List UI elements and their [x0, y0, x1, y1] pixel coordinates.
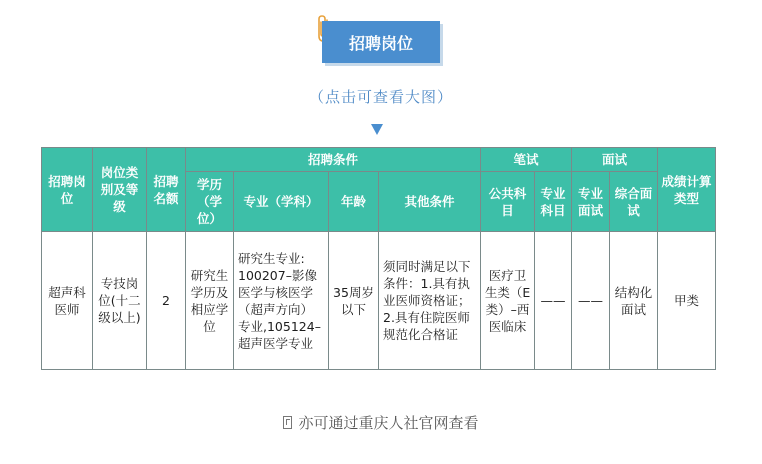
header-interview: 面试 — [572, 148, 658, 172]
down-arrow-icon — [371, 124, 383, 135]
document-icon — [283, 416, 292, 429]
header-written: 笔试 — [481, 148, 572, 172]
header-major-interview: 专业面试 — [572, 172, 610, 232]
cell-position: 超声科医师 — [42, 232, 93, 370]
header-other: 其他条件 — [379, 172, 481, 232]
cell-major-interview: —— — [572, 232, 610, 370]
cell-major: 研究生专业: 100207–影像医学与核医学（超声方向）专业,105124–超声医学专业 — [234, 232, 329, 370]
header-score-type: 成绩计算类型 — [658, 148, 716, 232]
cell-major-subject: —— — [535, 232, 572, 370]
section-title-label: 招聘岗位 — [322, 21, 440, 63]
cell-age: 35周岁以下 — [329, 232, 379, 370]
header-education: 学历（学位） — [186, 172, 234, 232]
header-major: 专业（学科） — [234, 172, 329, 232]
header-age: 年龄 — [329, 172, 379, 232]
cell-other: 须同时满足以下条件：1.具有执业医师资格证；2.具有住院医师规范化合格证 — [379, 232, 481, 370]
header-conditions: 招聘条件 — [186, 148, 481, 172]
cell-education: 研究生学历及相应学位 — [186, 232, 234, 370]
header-quota: 招聘名额 — [147, 148, 186, 232]
header-major-subject: 专业科目 — [535, 172, 572, 232]
view-large-image-hint[interactable]: （点击可查看大图） — [308, 88, 453, 106]
cell-comprehensive-interview: 结构化面试 — [610, 232, 658, 370]
header-position: 招聘岗位 — [42, 148, 93, 232]
footer-link[interactable] — [0, 412, 762, 433]
header-comprehensive-interview: 综合面试 — [610, 172, 658, 232]
cell-score-type: 甲类 — [658, 232, 716, 370]
cell-quota: 2 — [147, 232, 186, 370]
header-public-subject: 公共科目 — [481, 172, 535, 232]
header-category: 岗位类别及等级 — [93, 148, 147, 232]
table-row — [42, 232, 716, 370]
recruitment-table — [41, 147, 716, 370]
cell-category: 专技岗位(十二级以上) — [93, 232, 147, 370]
section-title — [322, 21, 440, 63]
footer-text: 亦可通过重庆人社官网查看 — [298, 414, 479, 432]
cell-public-subject: 医疗卫生类（E类）–西医临床 — [481, 232, 535, 370]
